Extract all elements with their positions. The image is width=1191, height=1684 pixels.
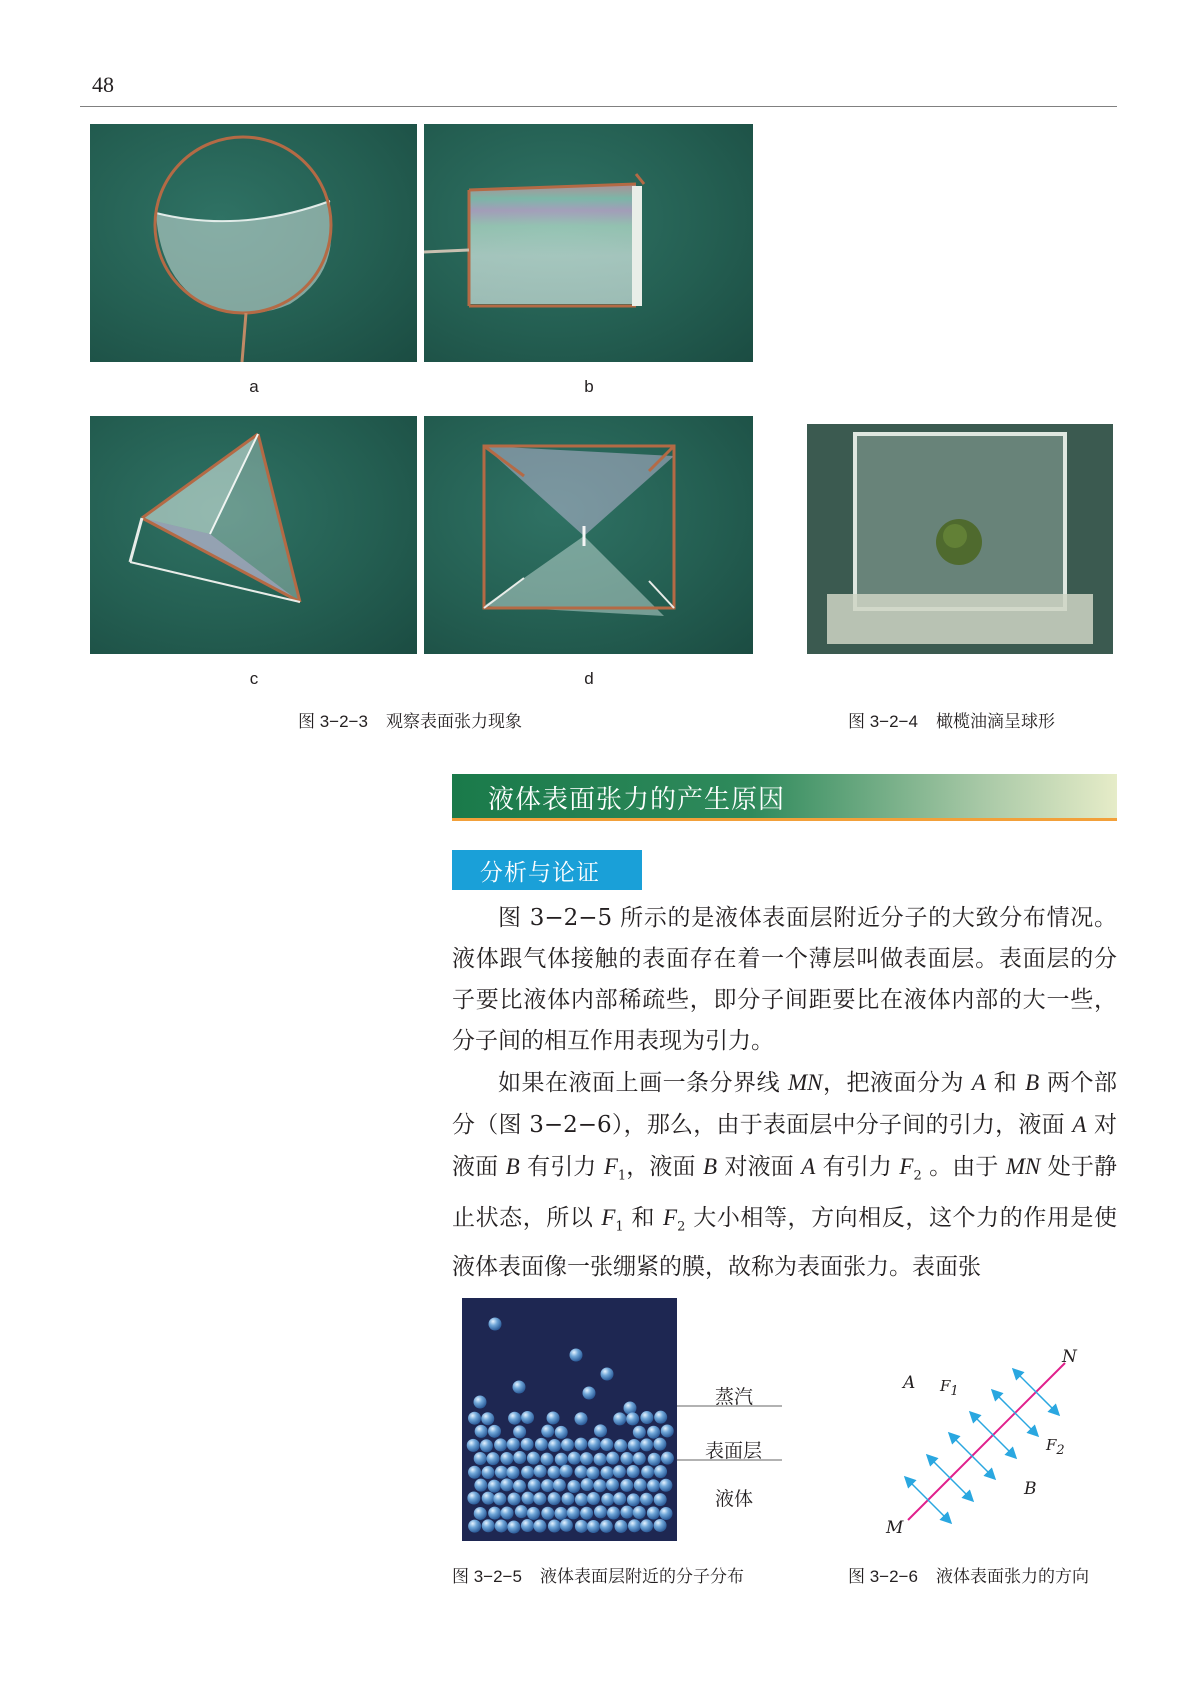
molecule [640,1411,653,1424]
molecule [620,1479,633,1492]
molecule [548,1492,561,1505]
molecule [601,1493,614,1506]
molecule [521,1492,534,1505]
molecule [533,1492,546,1505]
molecule [488,1480,501,1493]
molecule [474,1507,487,1520]
paragraph-1-text: 图 3−2−5 所示的是液体表面层附近分子的大致分布情况。液体跟气体接触的表面存在着一个薄层叫做表面层。表面层的分子要比液体内部稀疏些，即分子间距要比在液体内部的大一些，分子间的相互作用表现为引力。 [452,905,1117,1054]
molecule [575,1520,588,1533]
molecule [488,1507,501,1520]
molecule [521,1411,534,1424]
molecule [567,1506,580,1519]
caption-text: 液体表面层附近的分子分布 [539,1567,744,1586]
caption-text: 橄榄油滴呈球形 [935,712,1055,731]
molecule [555,1453,568,1466]
photo-a-ring-film [90,124,417,362]
molecule [567,1480,580,1493]
molecule [468,1520,481,1533]
molecule [489,1318,502,1331]
molecule [513,1480,526,1493]
force-arrow-f1 [1014,1370,1036,1392]
molecule [488,1425,501,1438]
molecule [586,1466,599,1479]
molecule [634,1479,647,1492]
molecule [541,1507,554,1520]
label-n: N [1062,1347,1077,1367]
molecule [553,1479,566,1492]
label-b: B [1024,1479,1037,1499]
molecule [481,1412,494,1425]
molecule [627,1465,640,1478]
force-arrow-f1 [993,1391,1015,1413]
molecule [500,1452,513,1465]
photo-d-cube [424,416,753,654]
molecule [606,1478,619,1491]
molecule [533,1519,546,1532]
molecule [540,1453,553,1466]
caption-number: 图 3−2−5 [452,1567,522,1586]
molecule [633,1426,646,1439]
boundary-line-mn [908,1363,1065,1520]
photo-b-frame-film [424,124,753,362]
molecule [467,1439,480,1452]
force-arrow-f1 [928,1456,950,1478]
molecule [587,1520,600,1533]
molecule [659,1479,672,1492]
photo-olive-oil-drop [807,424,1113,654]
label-surface-layer: 表面层 [705,1440,763,1462]
molecule [628,1519,641,1532]
molecule [521,1519,534,1532]
molecule [500,1478,513,1491]
molecule [593,1453,606,1466]
header-rule [80,106,1117,107]
molecule [570,1349,583,1362]
molecule [574,1438,587,1451]
molecule [541,1425,554,1438]
caption-fig-3-2-4 [848,707,1055,732]
molecule [475,1425,488,1438]
molecule [547,1411,560,1424]
molecule [600,1520,613,1533]
molecule [661,1424,674,1437]
molecule [654,1493,667,1506]
molecule [648,1453,661,1466]
molecule [606,1452,619,1465]
molecule [575,1465,588,1478]
molecule [521,1438,534,1451]
paragraph-1 [452,898,1117,1062]
molecule [601,1368,614,1381]
molecule [600,1438,613,1451]
force-arrow-f1 [906,1478,928,1500]
molecule [555,1426,568,1439]
molecule [654,1411,667,1424]
molecule [607,1506,620,1519]
molecule [474,1396,487,1409]
molecule [528,1479,541,1492]
molecule [613,1412,626,1425]
molecule [659,1507,672,1520]
molecule [468,1466,481,1479]
molecule [615,1520,628,1533]
molecule [583,1387,596,1400]
molecule [480,1439,493,1452]
molecule [547,1466,560,1479]
molecule [653,1438,666,1451]
caption-text: 观察表面张力现象 [385,712,522,731]
molecule [601,1466,614,1479]
paragraph-2 [452,1062,1117,1288]
force-arrow-f2 [1036,1392,1058,1414]
molecule [613,1492,626,1505]
force-arrow-f2 [1015,1413,1037,1435]
label-f2: $F_2$ [1046,1436,1065,1458]
section-title: 液体表面张力的产生原因 [488,785,786,815]
molecule [560,1465,573,1478]
molecule [647,1506,660,1519]
page-number: 48 [92,72,114,97]
caption-fig-3-2-5 [452,1562,744,1587]
molecule [495,1466,508,1479]
force-arrow-f2 [950,1478,972,1500]
sub-label-a: a [249,377,259,396]
molecule [575,1412,588,1425]
molecule-distribution-panel [462,1298,677,1541]
molecule [513,1381,526,1394]
molecule [548,1520,561,1533]
molecule [661,1452,674,1465]
label-m: M [886,1518,904,1538]
label-vapor: 蒸汽 [715,1386,754,1408]
molecule-svg [462,1298,677,1541]
molecule [627,1493,640,1506]
molecule [467,1492,480,1505]
molecule [568,1452,581,1465]
molecule [588,1438,601,1451]
molecule [562,1492,575,1505]
molecule [474,1452,487,1465]
molecule [620,1506,633,1519]
sub-label-d: d [584,669,594,688]
force-arrow-f2 [928,1500,950,1522]
molecule [507,1438,520,1451]
molecule [581,1478,594,1491]
paragraph-2-text: 如果在液面上画一条分界线 MN，把液面分为 A 和 B 两个部分（图 3−2−6），那么，由于表面层中分子间的引力，液面 A 对液面 B 有引力 $F_1$，液面 B 对液面 A 有引力 $F_2$ 。由于 MN 处于静止状态，所以 $F_1$ 和 $F_2$ 大小相等，方向相反，这个力的作用是使液体表面像一张绷紧的膜，故称为表面张力。表面张 [452,1070,1118,1281]
molecule [494,1438,507,1451]
caption-fig-3-2-6 [848,1562,1089,1587]
photo-c-tetrahedron [90,416,417,654]
molecule [614,1439,627,1452]
molecule [508,1492,521,1505]
caption-number: 图 3−2−6 [848,1567,918,1586]
molecule [482,1466,495,1479]
force-arrow-f2 [993,1435,1015,1457]
molecule [541,1479,554,1492]
molecule [594,1424,607,1437]
label-a: A [903,1373,916,1393]
molecule [513,1425,526,1438]
molecule [620,1452,633,1465]
caption-fig-3-2-3 [298,707,522,732]
molecule [640,1438,653,1451]
caption-number: 图 3−2−4 [848,712,918,731]
molecule [482,1519,495,1532]
molecule [513,1451,526,1464]
molecule [654,1465,667,1478]
molecule [647,1426,660,1439]
molecule [613,1465,626,1478]
subsection-title: 分析与论证 [480,860,600,886]
molecule [487,1452,500,1465]
molecule [535,1438,548,1451]
sub-label-b: b [584,377,594,396]
molecule [474,1479,487,1492]
label-liquid: 液体 [715,1488,754,1510]
molecule [626,1412,639,1425]
molecule [654,1519,667,1532]
molecule [647,1479,660,1492]
molecule [580,1452,593,1465]
molecule [554,1507,567,1520]
molecule [534,1465,547,1478]
molecule [501,1507,514,1520]
molecule [580,1507,593,1520]
molecule [495,1519,508,1532]
molecule [561,1438,574,1451]
molecule [593,1479,606,1492]
caption-text: 液体表面张力的方向 [935,1567,1089,1586]
molecule [641,1466,654,1479]
label-f1: $F_1$ [940,1377,959,1399]
molecule [548,1439,561,1452]
molecule [628,1439,641,1452]
force-arrow-f1 [971,1413,993,1435]
molecule [640,1519,653,1532]
molecule [594,1505,607,1518]
molecule [493,1492,506,1505]
molecule [575,1493,588,1506]
molecule [508,1412,521,1425]
sub-label-c: c [249,669,259,688]
caption-number: 图 3−2−3 [298,712,368,731]
molecule [633,1506,646,1519]
molecule [521,1466,534,1479]
molecule [527,1507,540,1520]
molecule [468,1412,481,1425]
molecule [527,1452,540,1465]
force-arrow-f1 [950,1434,972,1456]
molecule [482,1492,495,1505]
molecule [507,1520,520,1533]
molecule [515,1505,528,1518]
molecule [506,1466,519,1479]
molecule [624,1402,637,1415]
molecule [587,1492,600,1505]
molecule [560,1519,573,1532]
molecule [633,1452,646,1465]
force-arrow-f2 [972,1456,994,1478]
molecule [640,1493,653,1506]
